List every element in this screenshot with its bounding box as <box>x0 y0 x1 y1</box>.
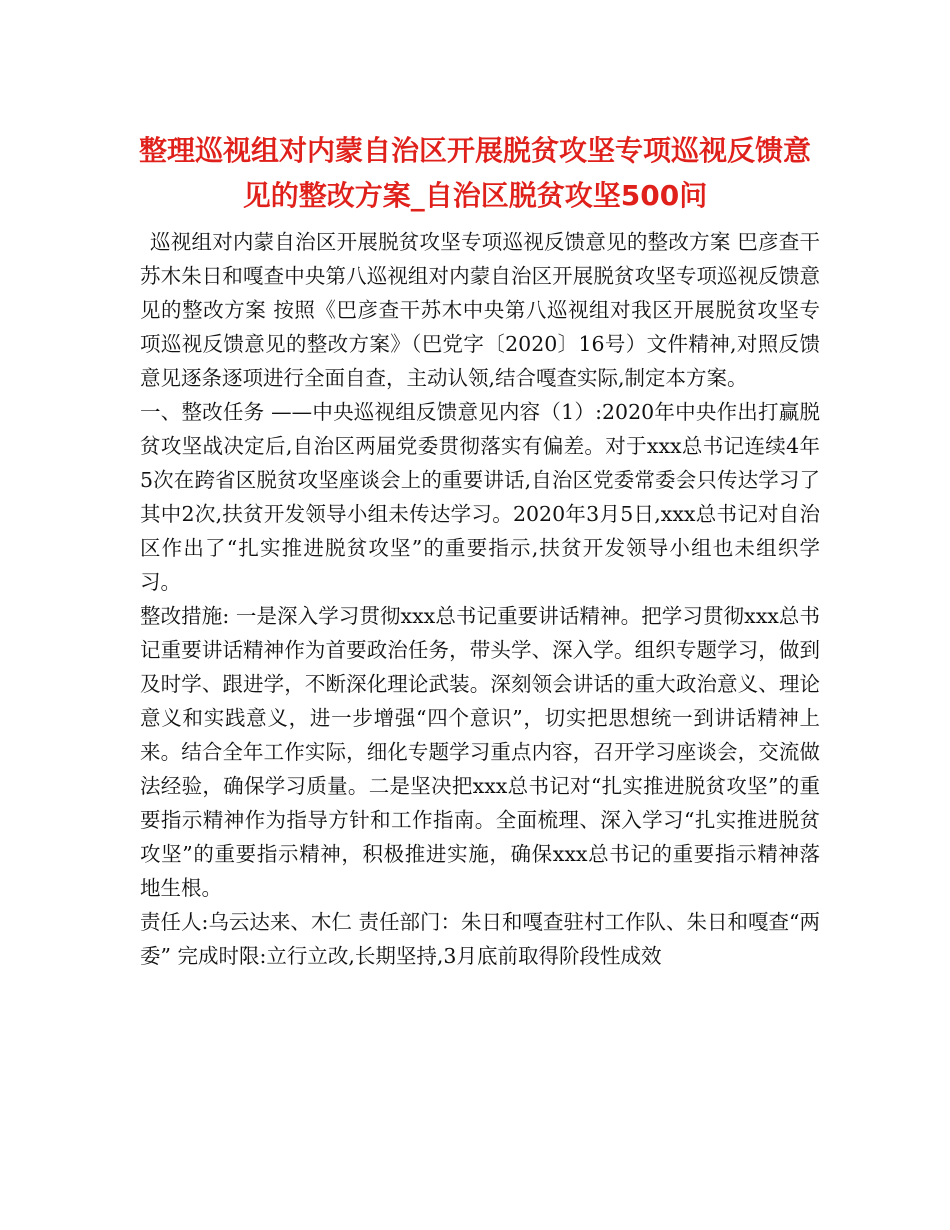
document-body <box>140 225 820 973</box>
task-paragraph: 一、整改任务 ——中央巡视组反馈意见内容（1）:2020年中央作出打赢脱贫攻坚战决定后,自治区两届党委贯彻落实有偏差。对于xxx总书记连续4年5次在跨省区脱贫攻坚座谈会上的重要讲话,自治区党委常委会只传达学习了其中2次,扶贫开发领导小组未传达学习。2020年3月5日,xxx总书记对自治区作出了“扎实推进脱贫攻坚”的重要指示,扶贫开发领导小组也未组织学习。 <box>140 400 820 594</box>
document-title: 整理巡视组对内蒙自治区开展脱贫攻坚专项巡视反馈意见的整改方案_自治区脱贫攻坚500问 <box>138 134 811 212</box>
measures-paragraph: 整改措施: 一是深入学习贯彻xxx总书记重要讲话精神。把学习贯彻xxx总书记重要讲话精神作为首要政治任务，带头学、深入学。组织专题学习，做到及时学、跟进学，不断深化理论武装。深刻领会讲话的重大政治意义、理论意义和实践意义，进一步增强“四个意识”，切实把思想统一到讲话精神上来。结合全年工作实际，细化专题学习重点内容，召开学习座谈会，交流做法经验，确保学习质量。二是坚决把xxx总书记对“扎实推进脱贫攻坚”的重要指示精神作为指导方针和工作指南。全面梳理、深入学习“扎实推进脱贫攻坚”的重要指示精神，积极推进实施，确保xxx总书记的重要指示精神落地生根。 <box>140 604 820 900</box>
intro-paragraph: 巡视组对内蒙自治区开展脱贫攻坚专项巡视反馈意见的整改方案 巴彦查干苏木朱日和嘎查中央第八巡视组对内蒙自治区开展脱贫攻坚专项巡视反馈意见的整改方案 按照《巴彦查干苏木中央第八巡视组对我区开展脱贫攻坚专项巡视反馈意见的整改方案》（巴党字〔2020〕16号）文件精神,对照反馈意见逐条逐项进行全面自查，主动认领,结合嘎查实际,制定本方案。 <box>140 230 820 390</box>
responsibility-paragraph: 责任人:乌云达来、木仁 责任部门：朱日和嘎查驻村工作队、朱日和嘎查“两委” 完成时限:立行立改,长期坚持,3月底前取得阶段性成效 <box>140 910 820 968</box>
